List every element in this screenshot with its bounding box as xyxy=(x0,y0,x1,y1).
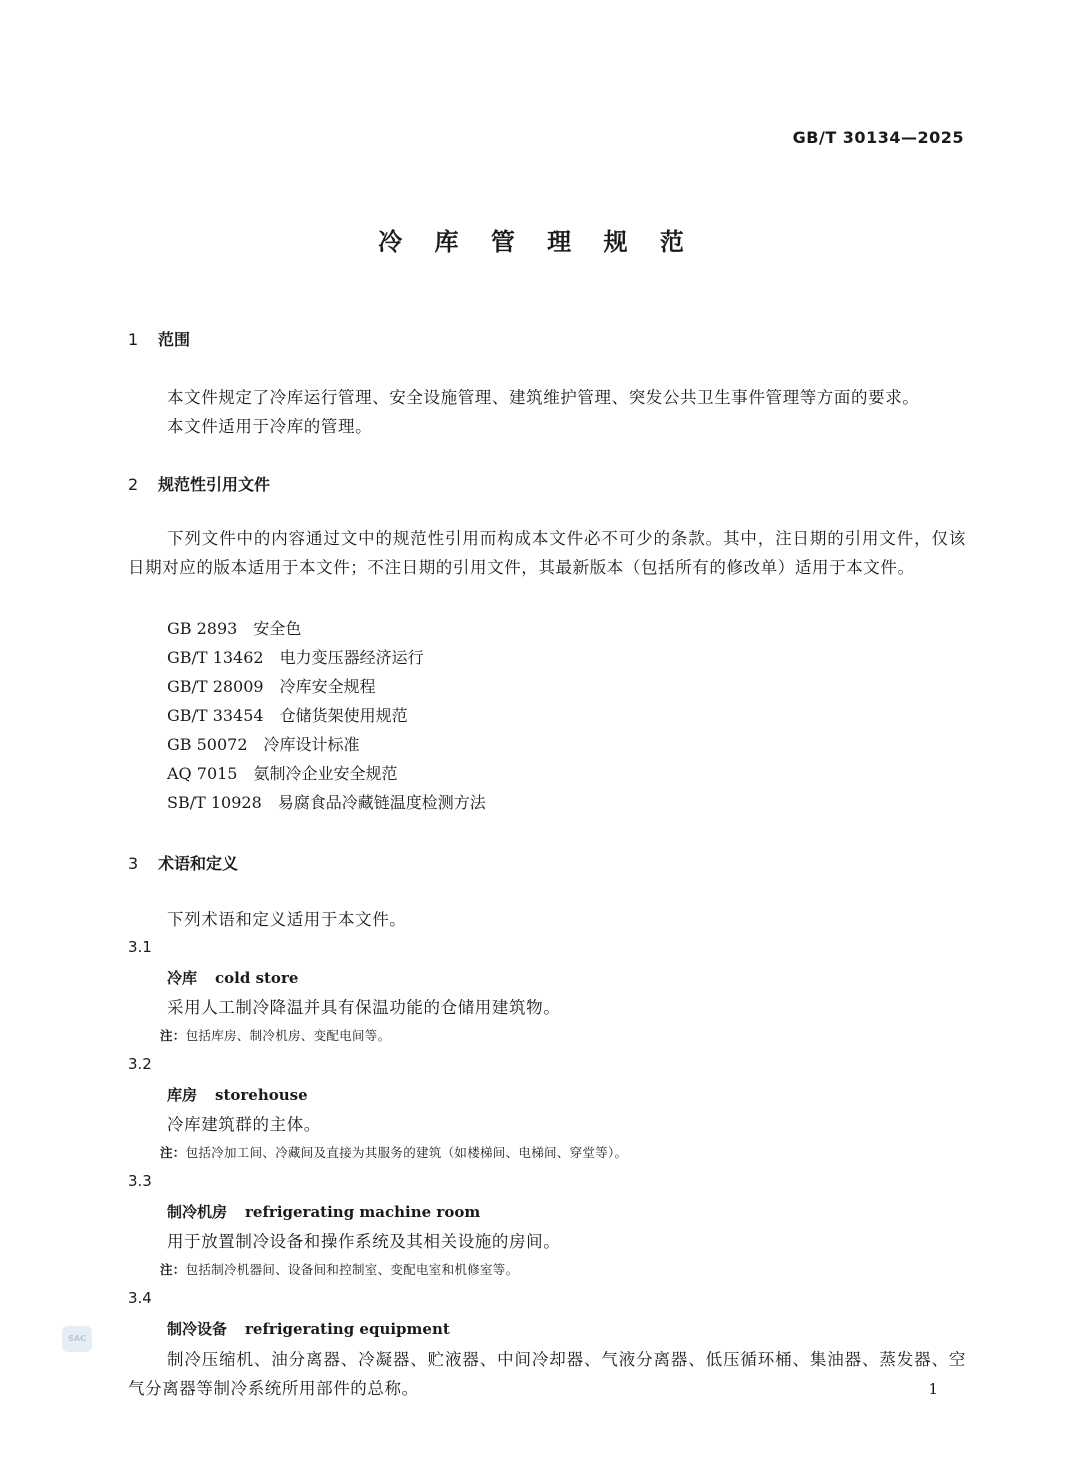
page-number: 1 xyxy=(928,1380,938,1398)
term-en: refrigerating machine room xyxy=(245,1203,481,1221)
term-heading xyxy=(167,1318,450,1339)
term-zh: 制冷机房 xyxy=(167,1203,228,1221)
note-label: 注： xyxy=(160,1145,186,1160)
reference-name: 冷库设计标准 xyxy=(263,735,360,754)
reference-item xyxy=(167,732,360,755)
note-text: 包括制冷机器间、设备间和控制室、变配电室和机修室等。 xyxy=(185,1262,519,1277)
term-note xyxy=(160,1026,390,1044)
reference-code: GB/T 33454 xyxy=(167,706,264,725)
term-number: 3.2 xyxy=(128,1055,152,1073)
reference-code: AQ 7015 xyxy=(167,764,238,783)
section-number: 1 xyxy=(128,330,139,349)
term-heading xyxy=(167,1201,480,1222)
section-title: 术语和定义 xyxy=(158,854,239,873)
term-zh: 制冷设备 xyxy=(167,1320,228,1338)
section-number: 3 xyxy=(128,854,139,873)
note-text: 包括冷加工间、冷藏间及直接为其服务的建筑（如楼梯间、电梯间、穿堂等）。 xyxy=(185,1145,628,1160)
reference-item xyxy=(167,761,398,784)
section-heading-terms xyxy=(128,851,238,874)
section-heading-normative-references xyxy=(128,472,270,495)
reference-code: GB/T 13462 xyxy=(167,648,264,667)
term-zh: 库房 xyxy=(167,1086,198,1104)
section-heading-scope xyxy=(128,327,190,350)
note-label: 注： xyxy=(160,1028,186,1043)
sac-watermark-logo: SAC xyxy=(62,1326,92,1352)
reference-item xyxy=(167,674,376,697)
term-note xyxy=(160,1143,627,1161)
term-definition: 制冷压缩机、油分离器、冷凝器、贮液器、中间冷却器、气液分离器、低压循环桶、集油器、蒸发器、空气分离器等制冷系统所用部件的总称。 xyxy=(128,1350,966,1398)
section-title: 范围 xyxy=(158,330,191,349)
reference-code: SB/T 10928 xyxy=(167,793,262,812)
document-title: 冷 库 管 理 规 范 xyxy=(378,228,696,256)
term-heading xyxy=(167,1084,308,1105)
reference-code: GB/T 28009 xyxy=(167,677,264,696)
reference-name: 易腐食品冷藏链温度检测方法 xyxy=(277,793,486,812)
term-en: cold store xyxy=(215,969,299,987)
term-number: 3.1 xyxy=(128,938,152,956)
normative-intro-paragraph: 下列文件中的内容通过文中的规范性引用而构成本文件必不可少的条款。其中，注日期的引用文件，仅该日期对应的版本适用于本文件；不注日期的引用文件，其最新版本（包括所有的修改单）适用于本文件。 xyxy=(128,529,966,577)
reference-name: 冷库安全规程 xyxy=(279,677,376,696)
term-en: refrigerating equipment xyxy=(245,1320,450,1338)
document-id: GB/T 30134—2025 xyxy=(792,128,964,147)
section-title: 规范性引用文件 xyxy=(158,475,271,494)
reference-item xyxy=(167,645,424,668)
term-definition: 冷库建筑群的主体。 xyxy=(167,1115,321,1134)
reference-code: GB 50072 xyxy=(167,735,248,754)
term-en: storehouse xyxy=(215,1086,308,1104)
term-number: 3.4 xyxy=(128,1289,152,1307)
section-number: 2 xyxy=(128,475,139,494)
term-note xyxy=(160,1260,518,1278)
scope-paragraph: 本文件规定了冷库运行管理、安全设施管理、建筑维护管理、突发公共卫生事件管理等方面的要求。 xyxy=(167,388,920,407)
term-zh: 冷库 xyxy=(167,969,198,987)
note-label: 注： xyxy=(160,1262,186,1277)
term-definition: 用于放置制冷设备和操作系统及其相关设施的房间。 xyxy=(167,1232,561,1251)
term-number: 3.3 xyxy=(128,1172,152,1190)
reference-name: 电力变压器经济运行 xyxy=(279,648,424,667)
term-heading xyxy=(167,967,298,988)
note-text: 包括库房、制冷机房、变配电间等。 xyxy=(185,1028,391,1043)
terms-intro-paragraph: 下列术语和定义适用于本文件。 xyxy=(167,910,407,929)
reference-code: GB 2893 xyxy=(167,619,238,638)
term-definition: 采用人工制冷降温并具有保温功能的仓储用建筑物。 xyxy=(167,998,561,1017)
reference-item xyxy=(167,703,408,726)
reference-item xyxy=(167,790,486,813)
reference-name: 仓储货架使用规范 xyxy=(279,706,408,725)
reference-name: 安全色 xyxy=(253,619,302,638)
reference-item xyxy=(167,616,301,639)
scope-paragraph: 本文件适用于冷库的管理。 xyxy=(167,417,373,436)
reference-name: 氨制冷企业安全规范 xyxy=(253,764,398,783)
